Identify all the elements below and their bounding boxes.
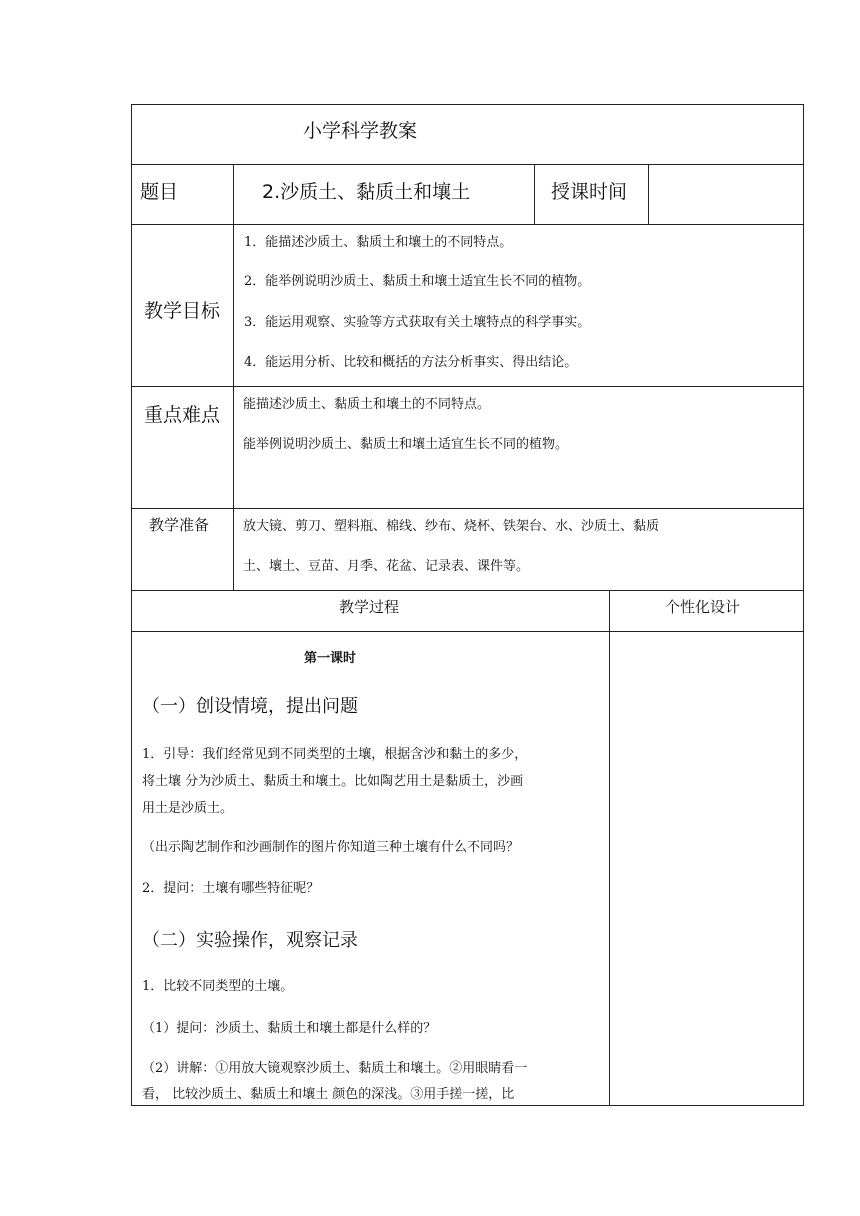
goal-item-1: 1．能描述沙质土、黏质土和壤土的不同特点。 — [244, 235, 513, 250]
time-value-cell — [648, 164, 804, 225]
process-header-right: 个性化设计 — [665, 598, 741, 616]
paragraph-4: 1．比较不同类型的土壤。 — [142, 979, 294, 994]
document-title: 小学科学教案 — [303, 120, 418, 142]
key-label: 重点难点 — [144, 404, 221, 426]
goal-item-2: 2．能举例说明沙质土、黏质土和壤土适宜生长不同的植物。 — [244, 274, 591, 289]
title-cell — [131, 104, 804, 165]
paragraph-6-line-1: （2）讲解：①用放大镜观察沙质土、黏质土和壤土。②用眼睛看一 — [142, 1061, 528, 1076]
section-heading-1: （一）创设情境，提出问题 — [142, 696, 358, 717]
paragraph-2: （出示陶艺制作和沙画制作的图片你知道三种土壤有什么不同吗？ — [142, 840, 520, 855]
goal-item-4: 4．能运用分析、比较和概括的方法分析事实、得出结论。 — [244, 355, 578, 370]
paragraph-1-line-2: 将土壤 分为沙质土、黏质土和壤土。比如陶艺用土是黏质土，沙画 — [142, 774, 524, 789]
paragraph-5: （1）提问：沙质土、黏质土和壤土都是什么样的？ — [142, 1021, 437, 1036]
topic-label: 题目 — [140, 181, 179, 203]
key-item-1: 能描述沙质土、黏质土和壤土的不同特点。 — [243, 397, 491, 412]
key-item-2: 能举例说明沙质土、黏质土和壤土适宜生长不同的植物。 — [243, 437, 569, 452]
goals-label: 教学目标 — [144, 300, 221, 322]
prep-label: 教学准备 — [149, 516, 210, 534]
process-body-right-cell — [609, 631, 804, 1106]
time-label: 授课时间 — [551, 181, 628, 203]
prep-line-2: 土、壤土、豆苗、月季、花盆、记录表、课件等。 — [243, 559, 530, 574]
paragraph-1-line-3: 用土是沙质土。 — [142, 801, 234, 816]
paragraph-1-line-1: 1．引导：我们经常见到不同类型的土壤，根据含沙和黏土的多少， — [142, 747, 528, 762]
paragraph-6-line-2: 看， 比较沙质土、黏质土和壤土 颜色的深浅。③用手搓一搓，比 — [142, 1087, 515, 1102]
section-heading-2: （二）实验操作，观察记录 — [142, 930, 358, 951]
topic-value: 2.沙质土、黏质土和壤土 — [262, 181, 471, 203]
lesson-heading: 第一课时 — [304, 651, 357, 666]
prep-line-1: 放大镜、剪刀、塑料瓶、棉线、纱布、烧杯、铁架台、水、沙质土、黏质 — [243, 519, 660, 534]
process-header-left: 教学过程 — [339, 598, 400, 616]
paragraph-3: 2．提问：土壤有哪些特征呢？ — [142, 881, 320, 896]
goal-item-3: 3．能运用观察、实验等方式获取有关土壤特点的科学事实。 — [244, 315, 591, 330]
